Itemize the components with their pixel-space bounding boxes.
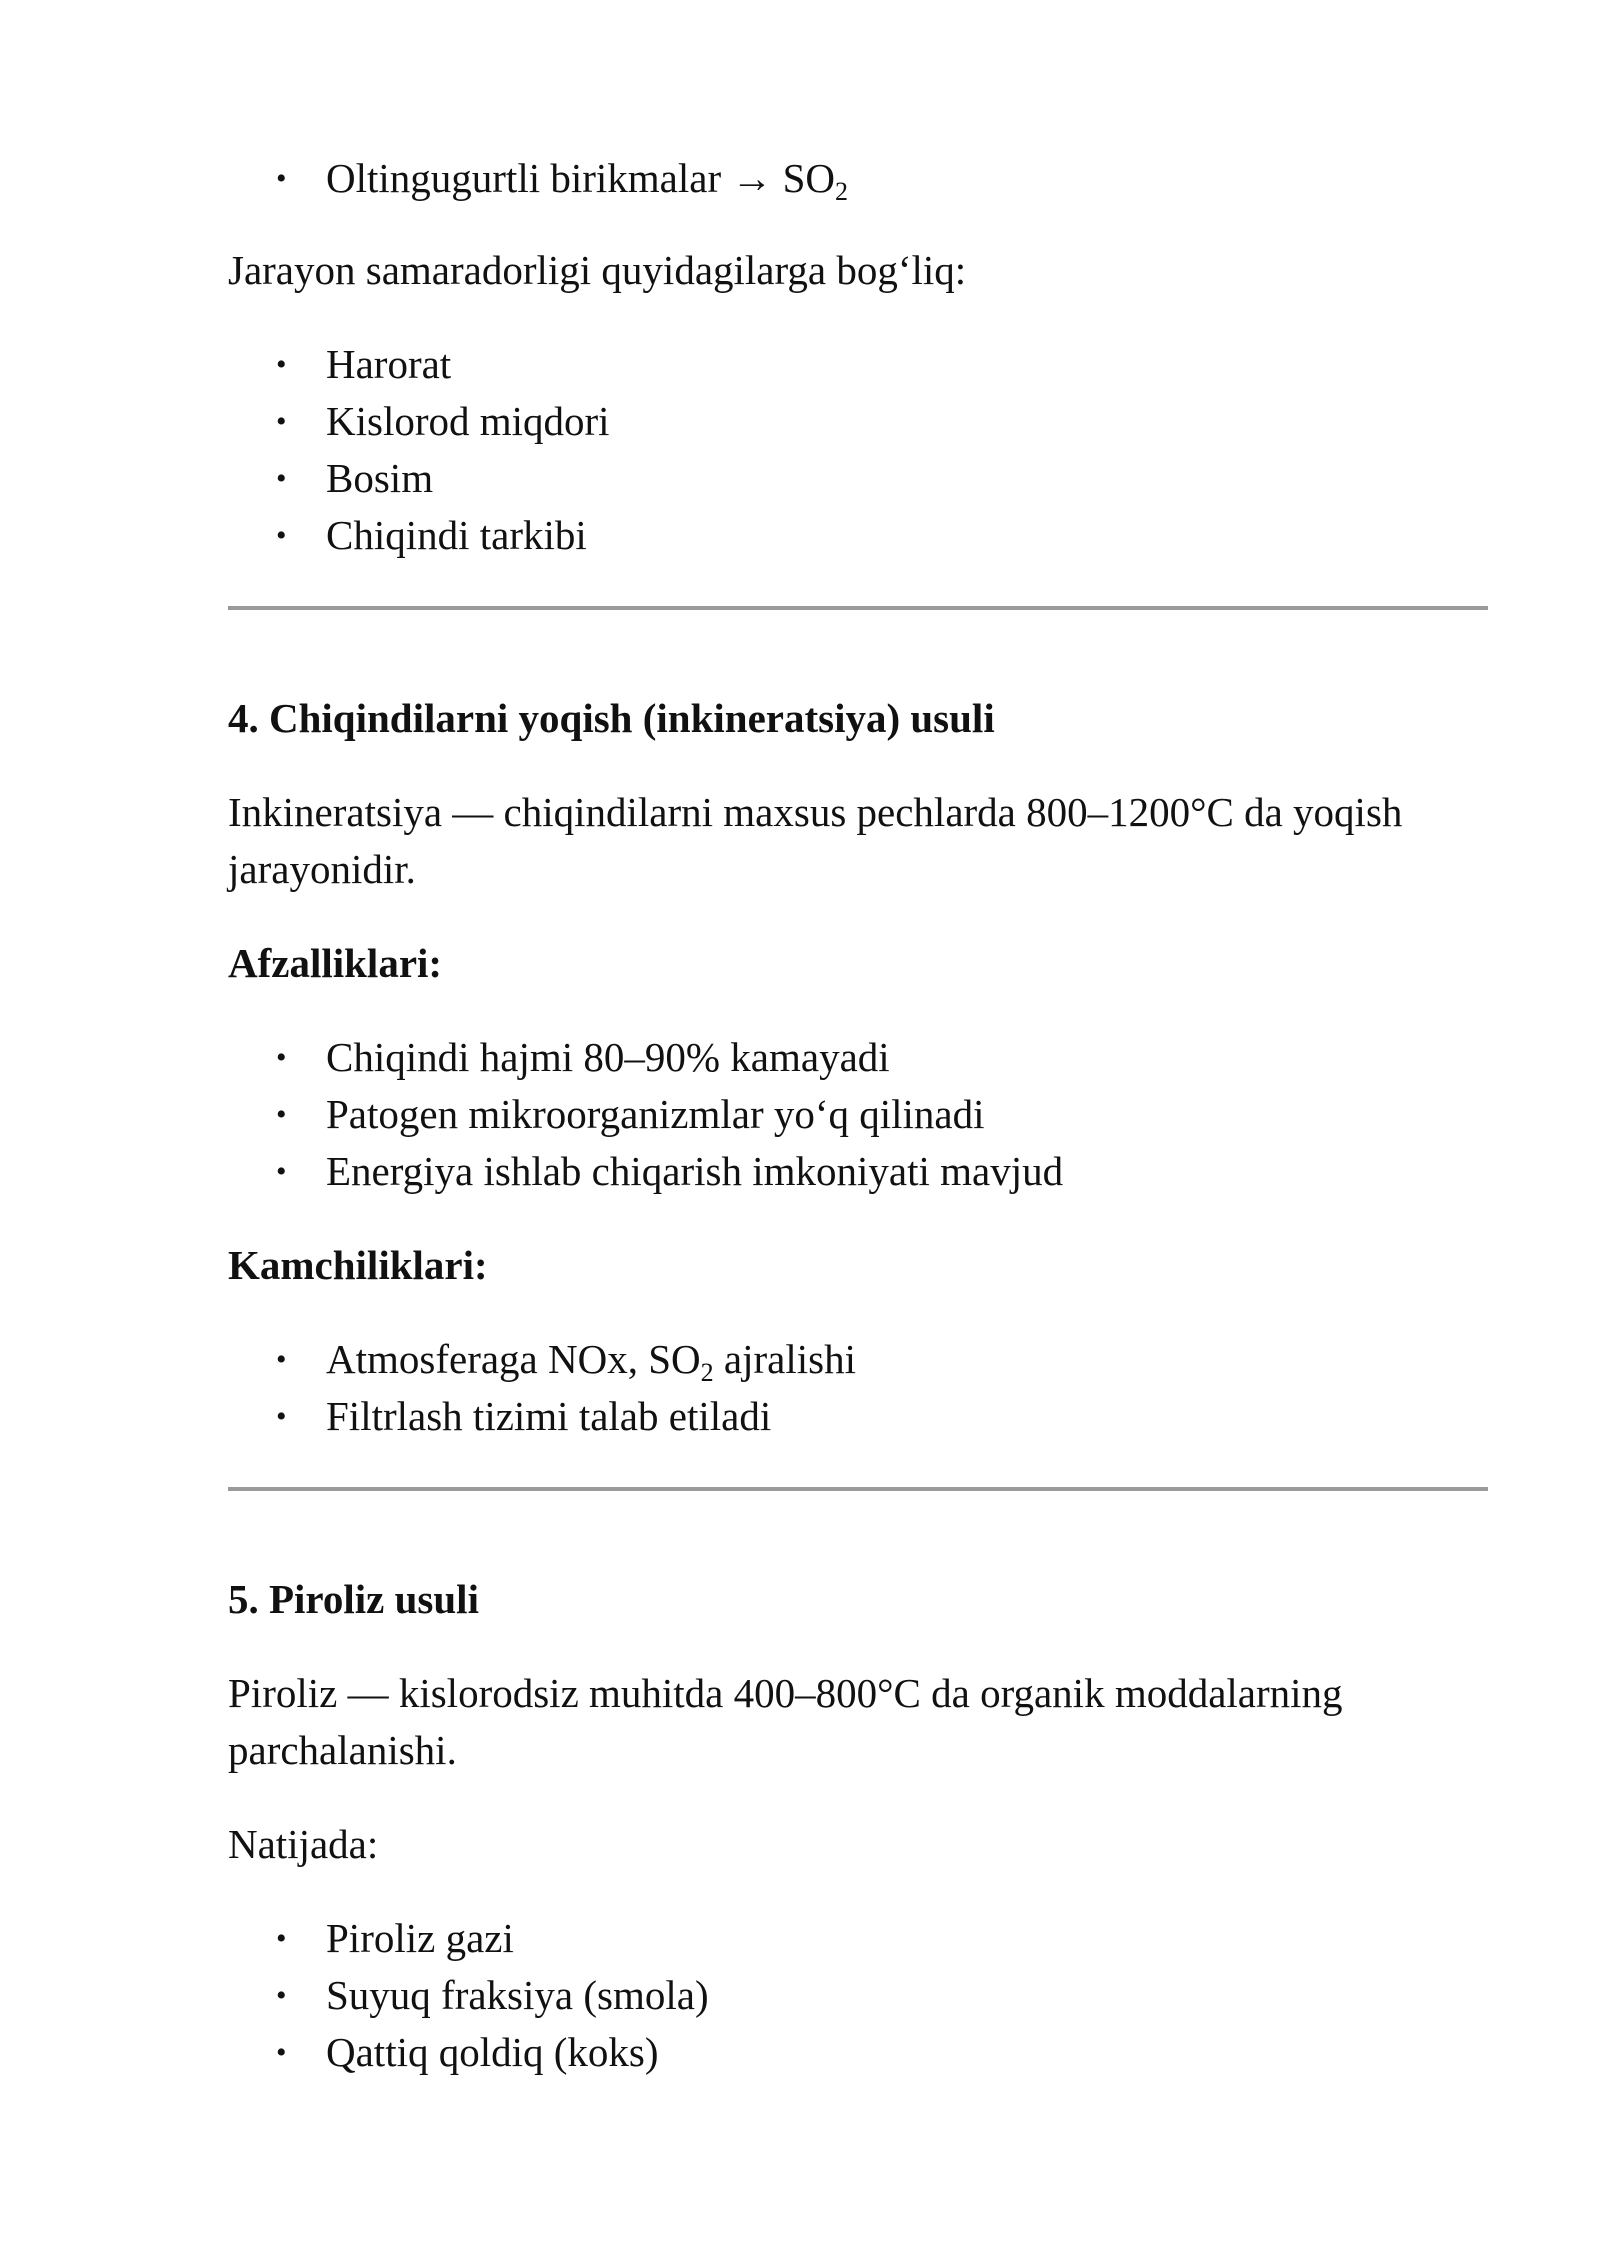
list-item: [228, 1388, 1488, 1445]
list-item: [228, 150, 1488, 207]
list-item: [228, 1029, 1488, 1086]
list-item-text: Chiqindi hajmi 80–90% kamayadi: [326, 1034, 890, 1080]
samaradorlik-list: [228, 336, 1488, 564]
bullet-icon: •: [276, 462, 287, 495]
kamchiliklar-list: [228, 1331, 1488, 1445]
list-item-text: Qattiq qoldiq (koks): [326, 2029, 659, 2075]
list-item-text: Energiya ishlab chiqarish imkoniyati mavjud: [326, 1148, 1064, 1194]
list-item: [228, 1331, 1488, 1388]
list-item-text: Harorat: [326, 341, 452, 387]
list-item-text: Atmosferaga NOx, SO: [326, 1336, 701, 1382]
list-item-text: Filtrlash tizimi talab etiladi: [326, 1393, 772, 1439]
list-item: [228, 450, 1488, 507]
bullet-icon: •: [276, 1098, 287, 1131]
section-5-heading: 5. Piroliz usuli: [228, 1576, 479, 1622]
list-item: [228, 393, 1488, 450]
list-item-text: Chiqindi tarkibi: [326, 512, 587, 558]
bullet-icon: •: [276, 1155, 287, 1188]
list-item: [228, 336, 1488, 393]
list-item-text: Bosim: [326, 455, 434, 501]
section-5-definition: Piroliz — kislorodsiz muhitda 400–800°C da organik moddalarning parchalanishi.: [228, 1670, 1343, 1773]
subscript: 2: [700, 1358, 714, 1387]
section-4-definition: Inkineratsiya — chiqindilarni maxsus pechlarda 800–1200°C da yoqish jarayonidir.: [228, 789, 1403, 892]
bullet-icon: •: [276, 1343, 287, 1376]
list-item-text: Piroliz gazi: [326, 1915, 514, 1961]
list-item: [228, 2024, 1488, 2081]
list-item-text: Oltingugurtli birikmalar → SO: [326, 155, 836, 201]
section-divider: [228, 1487, 1488, 1491]
bullet-icon: •: [276, 348, 287, 381]
subscript: 2: [835, 177, 849, 206]
bullet-icon: •: [276, 519, 287, 552]
bullet-icon: •: [276, 2036, 287, 2069]
natija-title: Natijada:: [228, 1821, 379, 1867]
list-item-text: Patogen mikroorganizmlar yoʻq qilinadi: [326, 1091, 985, 1137]
list-item-text: Suyuq fraksiya (smola): [326, 1972, 709, 2018]
afzalliklar-title: Afzalliklari:: [228, 940, 443, 986]
section-divider: [228, 606, 1488, 610]
kamchiliklar-title: Kamchiliklari:: [228, 1242, 488, 1288]
list-item-text-tail: ajralishi: [713, 1336, 856, 1382]
natija-list: [228, 1910, 1488, 2081]
list-item: [228, 1086, 1488, 1143]
samaradorlik-text: Jarayon samaradorligi quyidagilarga bogʻliq:: [228, 247, 967, 293]
list-item: [228, 1143, 1488, 1200]
section-4-heading: 4. Chiqindilarni yoqish (inkineratsiya) usuli: [228, 695, 995, 741]
list-item-text: Kislorod miqdori: [326, 398, 610, 444]
bullet-icon: •: [276, 162, 287, 195]
list-item: [228, 507, 1488, 564]
bullet-icon: •: [276, 1400, 287, 1433]
bullet-icon: •: [276, 1979, 287, 2012]
list-item: [228, 1967, 1488, 2024]
bullet-icon: •: [276, 1041, 287, 1074]
bullet-icon: •: [276, 405, 287, 438]
afzalliklar-list: [228, 1029, 1488, 1200]
intro-list: [228, 150, 1488, 207]
document-page: [228, 150, 1488, 2081]
bullet-icon: •: [276, 1922, 287, 1955]
list-item: [228, 1910, 1488, 1967]
